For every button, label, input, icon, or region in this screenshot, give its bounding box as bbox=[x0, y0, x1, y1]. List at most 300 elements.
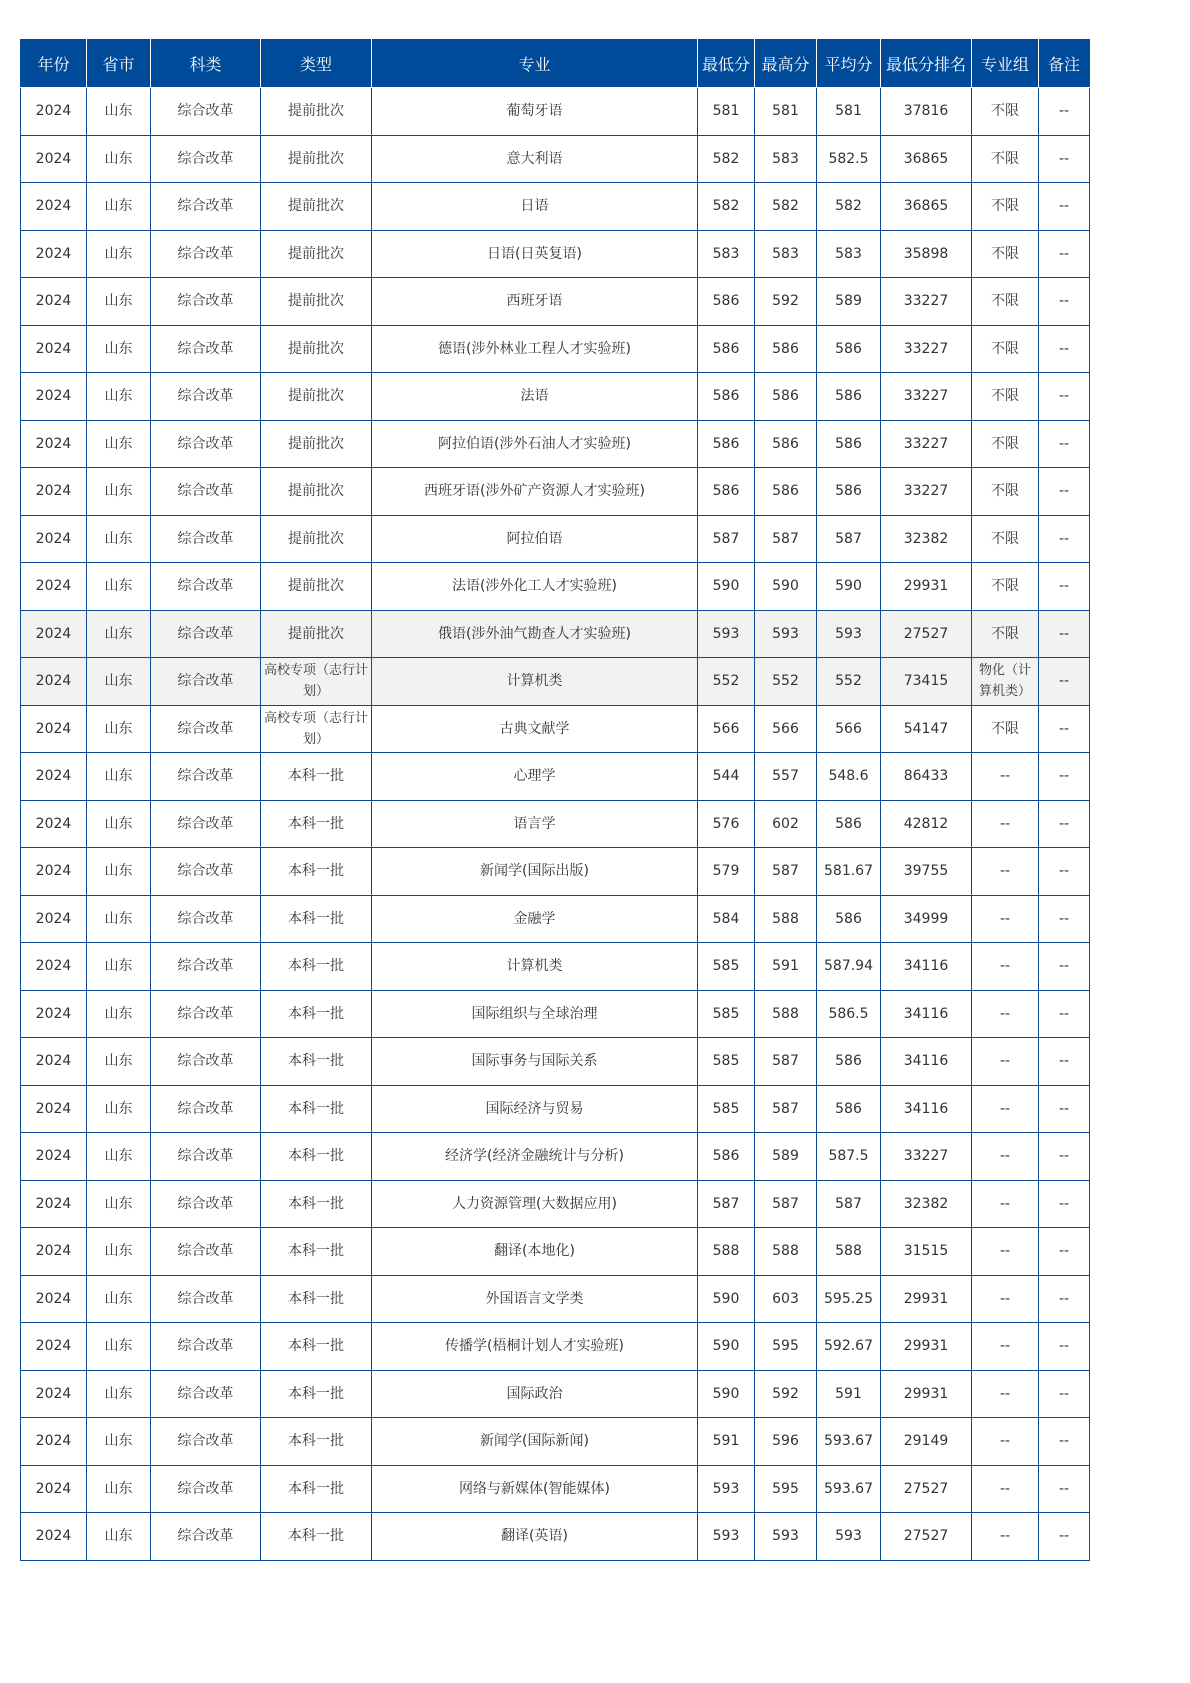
cell-subject-category: 综合改革 bbox=[151, 1513, 261, 1561]
cell-remarks: -- bbox=[1039, 88, 1090, 136]
cell-major: 翻译(英语) bbox=[372, 1513, 698, 1561]
table-row bbox=[21, 135, 1090, 183]
cell-major-group: -- bbox=[972, 943, 1039, 991]
cell-min-rank: 39755 bbox=[881, 848, 972, 896]
cell-batch-type: 提前批次 bbox=[261, 515, 372, 563]
cell-max-score: 583 bbox=[755, 135, 817, 183]
cell-min-score: 587 bbox=[698, 515, 755, 563]
cell-avg-score: 593 bbox=[817, 1513, 881, 1561]
cell-max-score: 596 bbox=[755, 1418, 817, 1466]
cell-subject-category: 综合改革 bbox=[151, 705, 261, 753]
table-row bbox=[21, 1038, 1090, 1086]
cell-major-group: 不限 bbox=[972, 373, 1039, 421]
cell-major: 国际经济与贸易 bbox=[372, 1085, 698, 1133]
cell-min-rank: 34116 bbox=[881, 1038, 972, 1086]
cell-subject-category: 综合改革 bbox=[151, 563, 261, 611]
cell-remarks: -- bbox=[1039, 135, 1090, 183]
cell-remarks: -- bbox=[1039, 943, 1090, 991]
cell-avg-score: 587.94 bbox=[817, 943, 881, 991]
cell-max-score: 587 bbox=[755, 1085, 817, 1133]
cell-major-group: -- bbox=[972, 1465, 1039, 1513]
cell-subject-category: 综合改革 bbox=[151, 183, 261, 231]
cell-year: 2024 bbox=[21, 468, 87, 516]
cell-province: 山东 bbox=[87, 1038, 151, 1086]
cell-remarks: -- bbox=[1039, 800, 1090, 848]
cell-avg-score: 591 bbox=[817, 1370, 881, 1418]
cell-avg-score: 586 bbox=[817, 373, 881, 421]
cell-year: 2024 bbox=[21, 278, 87, 326]
cell-year: 2024 bbox=[21, 1133, 87, 1181]
cell-major-group: -- bbox=[972, 1513, 1039, 1561]
cell-major-group: -- bbox=[972, 1180, 1039, 1228]
cell-province: 山东 bbox=[87, 895, 151, 943]
cell-subject-category: 综合改革 bbox=[151, 990, 261, 1038]
cell-year: 2024 bbox=[21, 1275, 87, 1323]
cell-remarks: -- bbox=[1039, 1275, 1090, 1323]
cell-min-score: 593 bbox=[698, 610, 755, 658]
cell-avg-score: 586 bbox=[817, 1085, 881, 1133]
cell-min-score: 590 bbox=[698, 1275, 755, 1323]
cell-year: 2024 bbox=[21, 658, 87, 706]
cell-year: 2024 bbox=[21, 515, 87, 563]
cell-year: 2024 bbox=[21, 1228, 87, 1276]
cell-min-rank: 31515 bbox=[881, 1228, 972, 1276]
cell-min-score: 584 bbox=[698, 895, 755, 943]
header-major-group: 专业组 bbox=[972, 40, 1039, 88]
cell-province: 山东 bbox=[87, 1180, 151, 1228]
cell-min-score: 581 bbox=[698, 88, 755, 136]
cell-batch-type: 本科一批 bbox=[261, 895, 372, 943]
cell-remarks: -- bbox=[1039, 705, 1090, 753]
cell-min-rank: 33227 bbox=[881, 1133, 972, 1181]
cell-major: 阿拉伯语(涉外石油人才实验班) bbox=[372, 420, 698, 468]
cell-major: 经济学(经济金融统计与分析) bbox=[372, 1133, 698, 1181]
cell-batch-type: 本科一批 bbox=[261, 990, 372, 1038]
table-row bbox=[21, 848, 1090, 896]
cell-min-rank: 34116 bbox=[881, 943, 972, 991]
cell-subject-category: 综合改革 bbox=[151, 135, 261, 183]
cell-province: 山东 bbox=[87, 1085, 151, 1133]
table-row bbox=[21, 515, 1090, 563]
table-row bbox=[21, 563, 1090, 611]
table-row bbox=[21, 1133, 1090, 1181]
cell-avg-score: 583 bbox=[817, 230, 881, 278]
cell-min-score: 583 bbox=[698, 230, 755, 278]
cell-major: 国际组织与全球治理 bbox=[372, 990, 698, 1038]
cell-avg-score: 593.67 bbox=[817, 1465, 881, 1513]
cell-subject-category: 综合改革 bbox=[151, 88, 261, 136]
cell-year: 2024 bbox=[21, 373, 87, 421]
cell-remarks: -- bbox=[1039, 183, 1090, 231]
cell-province: 山东 bbox=[87, 183, 151, 231]
cell-year: 2024 bbox=[21, 848, 87, 896]
cell-province: 山东 bbox=[87, 373, 151, 421]
cell-major: 西班牙语(涉外矿产资源人才实验班) bbox=[372, 468, 698, 516]
cell-remarks: -- bbox=[1039, 373, 1090, 421]
cell-max-score: 588 bbox=[755, 895, 817, 943]
cell-year: 2024 bbox=[21, 990, 87, 1038]
cell-min-rank: 35898 bbox=[881, 230, 972, 278]
cell-min-rank: 29931 bbox=[881, 1370, 972, 1418]
header-batch-type: 类型 bbox=[261, 40, 372, 88]
cell-batch-type: 本科一批 bbox=[261, 943, 372, 991]
cell-min-rank: 29931 bbox=[881, 1275, 972, 1323]
cell-major-group: -- bbox=[972, 800, 1039, 848]
cell-subject-category: 综合改革 bbox=[151, 373, 261, 421]
cell-batch-type: 本科一批 bbox=[261, 1275, 372, 1323]
cell-max-score: 593 bbox=[755, 1513, 817, 1561]
cell-min-rank: 36865 bbox=[881, 183, 972, 231]
cell-batch-type: 提前批次 bbox=[261, 468, 372, 516]
cell-max-score: 581 bbox=[755, 88, 817, 136]
cell-min-rank: 54147 bbox=[881, 705, 972, 753]
cell-major: 德语(涉外林业工程人才实验班) bbox=[372, 325, 698, 373]
cell-major-group: 不限 bbox=[972, 135, 1039, 183]
cell-year: 2024 bbox=[21, 1038, 87, 1086]
cell-province: 山东 bbox=[87, 325, 151, 373]
cell-batch-type: 高校专项（志行计划） bbox=[261, 705, 372, 753]
table-row bbox=[21, 990, 1090, 1038]
cell-min-rank: 42812 bbox=[881, 800, 972, 848]
cell-avg-score: 566 bbox=[817, 705, 881, 753]
cell-max-score: 592 bbox=[755, 278, 817, 326]
cell-province: 山东 bbox=[87, 420, 151, 468]
cell-major-group: -- bbox=[972, 1275, 1039, 1323]
cell-major-group: -- bbox=[972, 1418, 1039, 1466]
cell-subject-category: 综合改革 bbox=[151, 278, 261, 326]
cell-year: 2024 bbox=[21, 610, 87, 658]
cell-avg-score: 587.5 bbox=[817, 1133, 881, 1181]
cell-major-group: -- bbox=[972, 1323, 1039, 1371]
cell-avg-score: 586 bbox=[817, 420, 881, 468]
cell-remarks: -- bbox=[1039, 1085, 1090, 1133]
cell-avg-score: 589 bbox=[817, 278, 881, 326]
cell-max-score: 586 bbox=[755, 373, 817, 421]
cell-major-group: 不限 bbox=[972, 183, 1039, 231]
cell-batch-type: 本科一批 bbox=[261, 1323, 372, 1371]
cell-remarks: -- bbox=[1039, 1133, 1090, 1181]
cell-remarks: -- bbox=[1039, 610, 1090, 658]
cell-year: 2024 bbox=[21, 1370, 87, 1418]
cell-province: 山东 bbox=[87, 1370, 151, 1418]
cell-subject-category: 综合改革 bbox=[151, 515, 261, 563]
cell-min-rank: 33227 bbox=[881, 468, 972, 516]
table-row bbox=[21, 895, 1090, 943]
cell-remarks: -- bbox=[1039, 468, 1090, 516]
cell-max-score: 588 bbox=[755, 1228, 817, 1276]
cell-year: 2024 bbox=[21, 1180, 87, 1228]
cell-avg-score: 590 bbox=[817, 563, 881, 611]
cell-batch-type: 提前批次 bbox=[261, 563, 372, 611]
cell-remarks: -- bbox=[1039, 895, 1090, 943]
cell-min-score: 591 bbox=[698, 1418, 755, 1466]
cell-major: 传播学(梧桐计划人才实验班) bbox=[372, 1323, 698, 1371]
cell-year: 2024 bbox=[21, 1465, 87, 1513]
cell-year: 2024 bbox=[21, 1418, 87, 1466]
header-min-rank: 最低分排名 bbox=[881, 40, 972, 88]
cell-major: 心理学 bbox=[372, 753, 698, 801]
table-row bbox=[21, 800, 1090, 848]
cell-min-score: 586 bbox=[698, 420, 755, 468]
cell-batch-type: 本科一批 bbox=[261, 1133, 372, 1181]
cell-major-group: -- bbox=[972, 1133, 1039, 1181]
cell-min-score: 544 bbox=[698, 753, 755, 801]
cell-max-score: 583 bbox=[755, 230, 817, 278]
table-body bbox=[21, 88, 1090, 1561]
cell-max-score: 590 bbox=[755, 563, 817, 611]
cell-major: 葡萄牙语 bbox=[372, 88, 698, 136]
cell-batch-type: 提前批次 bbox=[261, 373, 372, 421]
cell-province: 山东 bbox=[87, 848, 151, 896]
table-row bbox=[21, 1418, 1090, 1466]
cell-subject-category: 综合改革 bbox=[151, 753, 261, 801]
cell-min-score: 586 bbox=[698, 373, 755, 421]
table-row bbox=[21, 230, 1090, 278]
cell-subject-category: 综合改革 bbox=[151, 1465, 261, 1513]
header-min-score: 最低分 bbox=[698, 40, 755, 88]
cell-province: 山东 bbox=[87, 610, 151, 658]
table-row bbox=[21, 1323, 1090, 1371]
cell-remarks: -- bbox=[1039, 1323, 1090, 1371]
cell-avg-score: 586 bbox=[817, 468, 881, 516]
cell-major-group: -- bbox=[972, 990, 1039, 1038]
cell-max-score: 587 bbox=[755, 515, 817, 563]
header-avg-score: 平均分 bbox=[817, 40, 881, 88]
cell-batch-type: 提前批次 bbox=[261, 420, 372, 468]
cell-min-rank: 29149 bbox=[881, 1418, 972, 1466]
table-row bbox=[21, 1513, 1090, 1561]
cell-min-score: 585 bbox=[698, 1038, 755, 1086]
cell-min-rank: 34999 bbox=[881, 895, 972, 943]
cell-subject-category: 综合改革 bbox=[151, 1180, 261, 1228]
header-subject-category: 科类 bbox=[151, 40, 261, 88]
cell-year: 2024 bbox=[21, 563, 87, 611]
cell-province: 山东 bbox=[87, 515, 151, 563]
cell-min-score: 586 bbox=[698, 278, 755, 326]
cell-subject-category: 综合改革 bbox=[151, 943, 261, 991]
cell-major-group: -- bbox=[972, 895, 1039, 943]
cell-major: 人力资源管理(大数据应用) bbox=[372, 1180, 698, 1228]
cell-subject-category: 综合改革 bbox=[151, 895, 261, 943]
cell-avg-score: 587 bbox=[817, 1180, 881, 1228]
cell-batch-type: 提前批次 bbox=[261, 325, 372, 373]
cell-min-rank: 36865 bbox=[881, 135, 972, 183]
cell-min-score: 590 bbox=[698, 1370, 755, 1418]
cell-max-score: 587 bbox=[755, 848, 817, 896]
cell-remarks: -- bbox=[1039, 1228, 1090, 1276]
cell-province: 山东 bbox=[87, 800, 151, 848]
cell-min-score: 593 bbox=[698, 1465, 755, 1513]
cell-major: 阿拉伯语 bbox=[372, 515, 698, 563]
cell-major: 国际政治 bbox=[372, 1370, 698, 1418]
cell-remarks: -- bbox=[1039, 515, 1090, 563]
cell-batch-type: 本科一批 bbox=[261, 848, 372, 896]
cell-province: 山东 bbox=[87, 230, 151, 278]
cell-major: 计算机类 bbox=[372, 658, 698, 706]
cell-major: 古典文献学 bbox=[372, 705, 698, 753]
cell-subject-category: 综合改革 bbox=[151, 1038, 261, 1086]
cell-min-score: 552 bbox=[698, 658, 755, 706]
cell-batch-type: 本科一批 bbox=[261, 1180, 372, 1228]
cell-remarks: -- bbox=[1039, 753, 1090, 801]
cell-major: 意大利语 bbox=[372, 135, 698, 183]
header-major: 专业 bbox=[372, 40, 698, 88]
cell-batch-type: 提前批次 bbox=[261, 230, 372, 278]
cell-avg-score: 593.67 bbox=[817, 1418, 881, 1466]
cell-max-score: 586 bbox=[755, 420, 817, 468]
cell-min-score: 585 bbox=[698, 943, 755, 991]
cell-major: 法语 bbox=[372, 373, 698, 421]
cell-major: 外国语言文学类 bbox=[372, 1275, 698, 1323]
cell-batch-type: 提前批次 bbox=[261, 278, 372, 326]
cell-year: 2024 bbox=[21, 230, 87, 278]
cell-batch-type: 本科一批 bbox=[261, 1465, 372, 1513]
cell-max-score: 587 bbox=[755, 1038, 817, 1086]
table-row bbox=[21, 325, 1090, 373]
cell-province: 山东 bbox=[87, 1228, 151, 1276]
cell-subject-category: 综合改革 bbox=[151, 1370, 261, 1418]
cell-major-group: 不限 bbox=[972, 230, 1039, 278]
cell-batch-type: 本科一批 bbox=[261, 1513, 372, 1561]
cell-min-score: 566 bbox=[698, 705, 755, 753]
header-province: 省市 bbox=[87, 40, 151, 88]
cell-major: 法语(涉外化工人才实验班) bbox=[372, 563, 698, 611]
cell-major: 新闻学(国际新闻) bbox=[372, 1418, 698, 1466]
cell-year: 2024 bbox=[21, 800, 87, 848]
cell-max-score: 602 bbox=[755, 800, 817, 848]
cell-min-score: 586 bbox=[698, 1133, 755, 1181]
cell-major: 语言学 bbox=[372, 800, 698, 848]
table-row bbox=[21, 88, 1090, 136]
cell-major-group: -- bbox=[972, 1038, 1039, 1086]
cell-batch-type: 本科一批 bbox=[261, 1418, 372, 1466]
cell-remarks: -- bbox=[1039, 420, 1090, 468]
cell-province: 山东 bbox=[87, 658, 151, 706]
cell-province: 山东 bbox=[87, 990, 151, 1038]
table-row bbox=[21, 1275, 1090, 1323]
cell-year: 2024 bbox=[21, 135, 87, 183]
table-row bbox=[21, 1370, 1090, 1418]
cell-min-rank: 33227 bbox=[881, 420, 972, 468]
cell-subject-category: 综合改革 bbox=[151, 325, 261, 373]
cell-subject-category: 综合改革 bbox=[151, 610, 261, 658]
table-row bbox=[21, 943, 1090, 991]
cell-avg-score: 593 bbox=[817, 610, 881, 658]
cell-province: 山东 bbox=[87, 1275, 151, 1323]
cell-avg-score: 586.5 bbox=[817, 990, 881, 1038]
cell-major-group: 不限 bbox=[972, 420, 1039, 468]
cell-province: 山东 bbox=[87, 705, 151, 753]
cell-batch-type: 本科一批 bbox=[261, 1038, 372, 1086]
cell-remarks: -- bbox=[1039, 1370, 1090, 1418]
cell-min-rank: 34116 bbox=[881, 1085, 972, 1133]
cell-major: 计算机类 bbox=[372, 943, 698, 991]
cell-province: 山东 bbox=[87, 1323, 151, 1371]
table-row bbox=[21, 278, 1090, 326]
cell-max-score: 593 bbox=[755, 610, 817, 658]
cell-min-score: 587 bbox=[698, 1180, 755, 1228]
cell-major-group: 不限 bbox=[972, 705, 1039, 753]
cell-major: 网络与新媒体(智能媒体) bbox=[372, 1465, 698, 1513]
cell-min-score: 590 bbox=[698, 563, 755, 611]
cell-province: 山东 bbox=[87, 88, 151, 136]
cell-batch-type: 本科一批 bbox=[261, 1085, 372, 1133]
cell-subject-category: 综合改革 bbox=[151, 800, 261, 848]
cell-year: 2024 bbox=[21, 420, 87, 468]
cell-remarks: -- bbox=[1039, 848, 1090, 896]
cell-avg-score: 586 bbox=[817, 325, 881, 373]
cell-remarks: -- bbox=[1039, 230, 1090, 278]
cell-avg-score: 582.5 bbox=[817, 135, 881, 183]
cell-min-score: 576 bbox=[698, 800, 755, 848]
cell-major: 金融学 bbox=[372, 895, 698, 943]
table-row bbox=[21, 1085, 1090, 1133]
cell-major: 西班牙语 bbox=[372, 278, 698, 326]
cell-min-rank: 32382 bbox=[881, 515, 972, 563]
cell-min-score: 582 bbox=[698, 183, 755, 231]
cell-province: 山东 bbox=[87, 1513, 151, 1561]
cell-major-group: 不限 bbox=[972, 563, 1039, 611]
table-header-row bbox=[21, 40, 1090, 88]
cell-avg-score: 588 bbox=[817, 1228, 881, 1276]
cell-subject-category: 综合改革 bbox=[151, 468, 261, 516]
cell-min-score: 585 bbox=[698, 1085, 755, 1133]
header-year: 年份 bbox=[21, 40, 87, 88]
header-max-score: 最高分 bbox=[755, 40, 817, 88]
cell-year: 2024 bbox=[21, 943, 87, 991]
cell-max-score: 586 bbox=[755, 325, 817, 373]
cell-remarks: -- bbox=[1039, 1180, 1090, 1228]
cell-max-score: 595 bbox=[755, 1323, 817, 1371]
table-row bbox=[21, 1180, 1090, 1228]
cell-max-score: 603 bbox=[755, 1275, 817, 1323]
cell-major-group: -- bbox=[972, 1228, 1039, 1276]
cell-year: 2024 bbox=[21, 1085, 87, 1133]
admission-scores-table bbox=[20, 39, 1090, 1561]
admission-scores-table-container bbox=[20, 39, 1089, 1561]
cell-year: 2024 bbox=[21, 1323, 87, 1371]
cell-major: 日语 bbox=[372, 183, 698, 231]
cell-avg-score: 595.25 bbox=[817, 1275, 881, 1323]
cell-avg-score: 586 bbox=[817, 1038, 881, 1086]
cell-avg-score: 552 bbox=[817, 658, 881, 706]
cell-max-score: 589 bbox=[755, 1133, 817, 1181]
table-row bbox=[21, 183, 1090, 231]
cell-year: 2024 bbox=[21, 183, 87, 231]
cell-province: 山东 bbox=[87, 278, 151, 326]
cell-min-rank: 32382 bbox=[881, 1180, 972, 1228]
cell-remarks: -- bbox=[1039, 325, 1090, 373]
cell-major-group: -- bbox=[972, 1370, 1039, 1418]
cell-max-score: 587 bbox=[755, 1180, 817, 1228]
cell-province: 山东 bbox=[87, 135, 151, 183]
cell-province: 山东 bbox=[87, 563, 151, 611]
cell-remarks: -- bbox=[1039, 1513, 1090, 1561]
cell-year: 2024 bbox=[21, 895, 87, 943]
cell-major-group: 物化（计算机类） bbox=[972, 658, 1039, 706]
cell-batch-type: 提前批次 bbox=[261, 183, 372, 231]
table-row bbox=[21, 420, 1090, 468]
cell-max-score: 566 bbox=[755, 705, 817, 753]
cell-batch-type: 提前批次 bbox=[261, 610, 372, 658]
cell-subject-category: 综合改革 bbox=[151, 1228, 261, 1276]
cell-year: 2024 bbox=[21, 88, 87, 136]
cell-min-score: 586 bbox=[698, 325, 755, 373]
cell-min-rank: 33227 bbox=[881, 373, 972, 421]
cell-min-score: 579 bbox=[698, 848, 755, 896]
cell-min-rank: 27527 bbox=[881, 1465, 972, 1513]
cell-subject-category: 综合改革 bbox=[151, 420, 261, 468]
